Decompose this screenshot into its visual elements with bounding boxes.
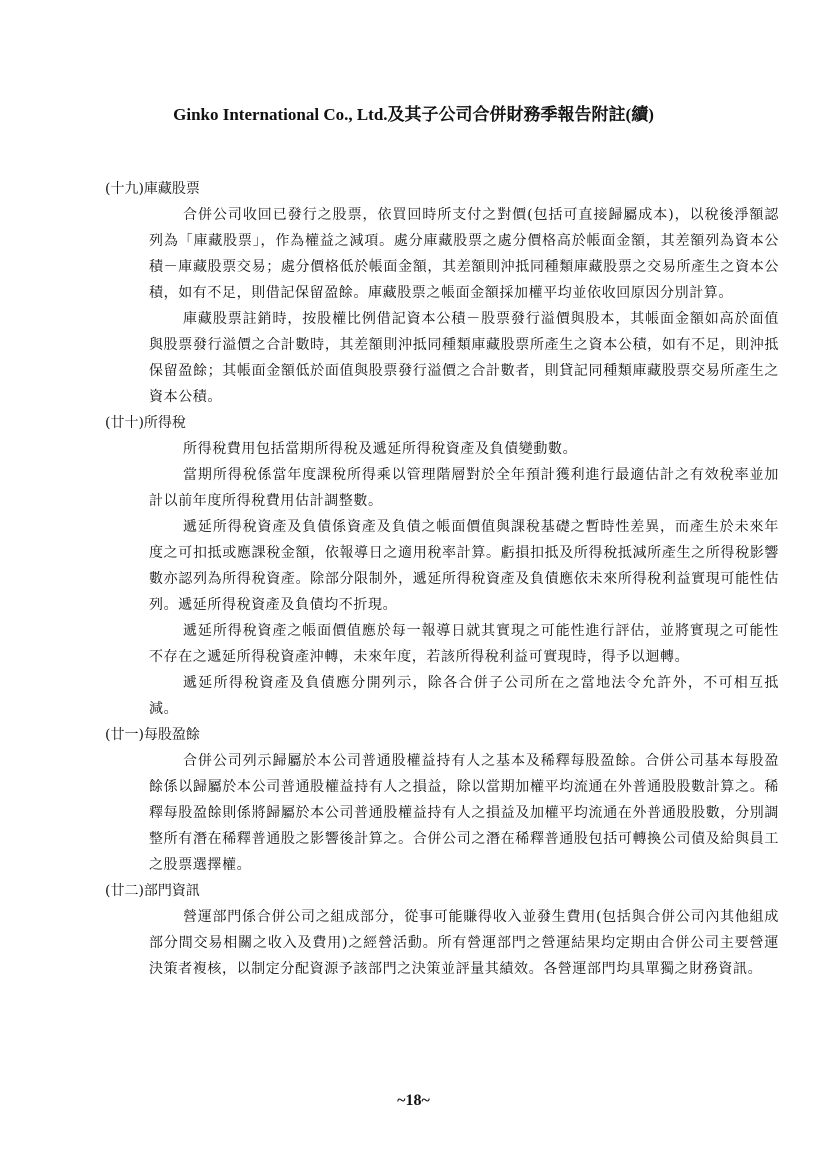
paragraph: 合併公司收回已發行之股票，依買回時所支付之對價(包括可直接歸屬成本)，以稅後淨額認列為「庫藏股票」，作為權益之減項。處分庫藏股票之處分價格高於帳面金額，其差額列為資本公積－庫藏股票交易；處分價格低於帳面金額，其差額則沖抵同種類庫藏股票之交易所產生之資本公積，如有不足，則借記保留盈餘。庫藏股票之帳面金額採加權平均並依收回原因分別計算。	[149, 207, 779, 301]
paragraph: 當期所得稅係當年度課稅所得乘以管理階層對於全年預計獲利進行最適估計之有效稅率並加計以前年度所得稅費用估計調整數。	[149, 467, 779, 509]
paragraph: 營運部門係合併公司之組成部分，從事可能賺得收入並發生費用(包括與合併公司內其他組成部分間交易相關之收入及費用)之經營活動。所有營運部門之營運結果均定期由合併公司主要營運決策者複核，以制定分配資源予該部門之決策並評量其績效。各營運部門均具單獨之財務資訊。	[149, 909, 779, 977]
document-body	[105, 176, 795, 982]
section-heading: (廿十)所得稅	[105, 415, 186, 431]
section-income-tax	[105, 410, 795, 722]
section-segment-information	[105, 878, 795, 982]
section-treasury-stock	[105, 176, 795, 410]
section-heading: (廿一)每股盈餘	[105, 727, 200, 743]
paragraph: 遞延所得稅資產及負債應分開列示，除各合併子公司所在之當地法令允許外，不可相互抵減。	[149, 675, 779, 717]
paragraph: 遞延所得稅資產之帳面價值應於每一報導日就其實現之可能性進行評估，並將實現之可能性不存在之遞延所得稅資產沖轉，未來年度，若該所得稅利益可實現時，得予以迴轉。	[149, 623, 779, 665]
page-title: Ginko International Co., Ltd.及其子公司合併財務季報告附註(續)	[173, 105, 654, 124]
page-number: ~18~	[397, 1092, 430, 1109]
paragraph: 合併公司列示歸屬於本公司普通股權益持有人之基本及稀釋每股盈餘。合併公司基本每股盈餘係以歸屬於本公司普通股權益持有人之損益，除以當期加權平均流通在外普通股股數計算之。稀釋每股盈餘則係將歸屬於本公司普通股權益持有人之損益及加權平均流通在外普通股股數，分別調整所有潛在稀釋普通股之影響後計算之。合併公司之潛在稀釋普通股包括可轉換公司債及給與員工之股票選擇權。	[149, 753, 779, 873]
paragraph: 庫藏股票註銷時，按股權比例借記資本公積－股票發行溢價與股本，其帳面金額如高於面值與股票發行溢價之合計數時，其差額則沖抵同種類庫藏股票所產生之資本公積，如有不足，則沖抵保留盈餘；其帳面金額低於面值與股票發行溢價之合計數者，則貸記同種類庫藏股票交易所產生之資本公積。	[149, 311, 779, 405]
section-heading: (十九)庫藏股票	[105, 181, 200, 197]
paragraph: 遞延所得稅資產及負債係資產及負債之帳面價值與課稅基礎之暫時性差異，而產生於未來年度之可扣抵或應課稅金額，依報導日之適用稅率計算。虧損扣抵及所得稅抵減所產生之所得稅影響數亦認列為所得稅資產。除部分限制外，遞延所得稅資產及負債應依未來所得稅利益實現可能性估列。遞延所得稅資產及負債均不折現。	[149, 519, 779, 613]
section-heading: (廿二)部門資訊	[105, 883, 200, 899]
section-earnings-per-share	[105, 722, 795, 878]
paragraph: 所得稅費用包括當期所得稅及遞延所得稅資產及負債變動數。	[183, 441, 578, 457]
